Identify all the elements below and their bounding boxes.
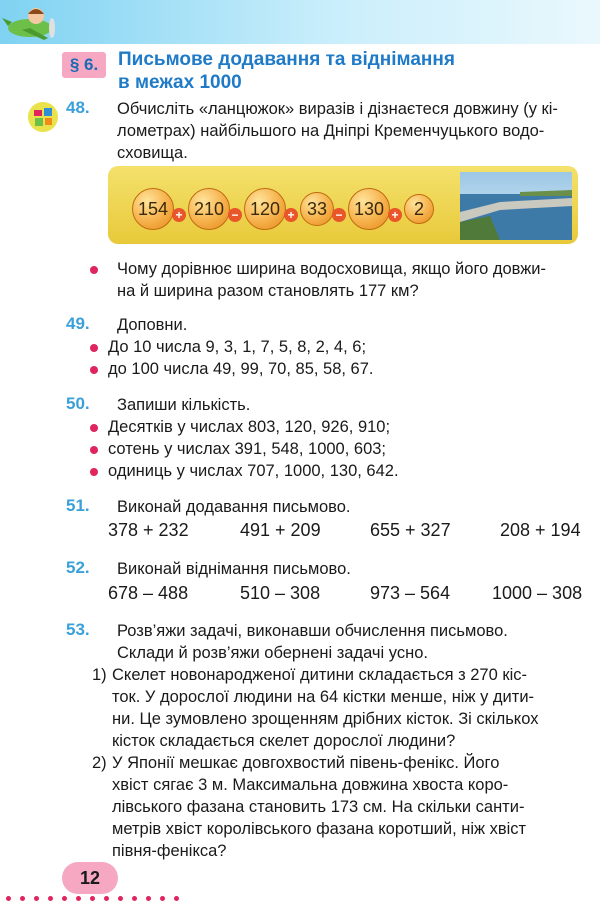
chain-number: 210: [188, 188, 230, 230]
task-50-heading: Запиши кількість.: [117, 396, 251, 414]
addition-expression: 491 + 209: [240, 520, 321, 540]
chain-number: 130: [348, 188, 390, 230]
chain-number: 33: [300, 192, 334, 226]
footer-dot: [118, 896, 123, 901]
task-51-number: 51.: [66, 496, 90, 515]
problem-1-line1: Скелет новонародженої дитини складається з 270 кіс-: [112, 666, 527, 684]
section-title: [118, 48, 558, 94]
addition-expression: 655 + 327: [370, 520, 451, 540]
task-48-question: [117, 258, 577, 302]
airplane-illustration: [0, 0, 70, 46]
chain-operator: +: [284, 208, 298, 222]
task-49-heading: Доповни.: [117, 316, 188, 334]
chain-number: 154: [132, 188, 174, 230]
task-48-line2: лометрах) найбільшого на Дніпрі Кременчуцького водо-: [117, 122, 545, 140]
bullet-dot: [90, 446, 98, 454]
footer-dot: [104, 896, 109, 901]
task-48-number: 48.: [66, 98, 90, 117]
addition-expression: 378 + 232: [108, 520, 189, 540]
task-49-number: 49.: [66, 314, 90, 333]
chain-operator: +: [172, 208, 186, 222]
header-band: [0, 0, 600, 44]
task-52-heading: Виконай віднімання письмово.: [117, 560, 351, 578]
chain-number: 120: [244, 188, 286, 230]
footer-dot: [174, 896, 179, 901]
task-51-heading: Виконай додавання письмово.: [117, 498, 351, 516]
section-badge: § 6.: [62, 52, 106, 78]
bullet-dot: [90, 424, 98, 432]
footer-dot: [6, 896, 11, 901]
section-title-line2: в межах 1000: [118, 72, 242, 93]
footer-dot: [146, 896, 151, 901]
task-53-line1: Розв’яжи задачі, виконавши обчислення письмово.: [117, 622, 508, 640]
problem-2-number: 2): [92, 754, 107, 772]
footer-dot: [132, 896, 137, 901]
chain-operator: −: [228, 208, 242, 222]
task-53-number: 53.: [66, 620, 90, 639]
puzzle-icon: [26, 100, 60, 134]
footer-dot: [62, 896, 67, 901]
problem-2-line2: хвіст сягає 3 м. Максимальна довжина хвоста коро-: [112, 776, 509, 794]
task-50-item1: Десятків у числах 803, 120, 926, 910;: [108, 418, 391, 436]
footer-dot: [76, 896, 81, 901]
problem-1-line4: кісток складається скелет дорослої людини?: [112, 732, 456, 750]
task-50-item3: одиниць у числах 707, 1000, 130, 642.: [108, 462, 399, 480]
footer-dot: [160, 896, 165, 901]
bullet-dot: [90, 266, 98, 274]
problem-1-number: 1): [92, 666, 107, 684]
task-48-line1: Обчисліть «ланцюжок» виразів і дізнаєтеся довжину (у кі-: [117, 100, 558, 118]
bullet-dot: [90, 366, 98, 374]
problem-1-text: [112, 664, 577, 752]
chain-operator: −: [332, 208, 346, 222]
problem-2-line4: метрів хвіст королівського фазана коротший, ніж хвіст: [112, 820, 527, 838]
subtraction-expression: 510 – 308: [240, 583, 321, 603]
section-title-line1: Письмове додавання та віднімання: [118, 49, 455, 70]
problem-2-line5: півня-фенікса?: [112, 842, 227, 860]
chain-operator: +: [388, 208, 402, 222]
task-48-text: [117, 98, 577, 164]
chain-number: 2: [404, 194, 434, 224]
task-49-item1: До 10 числа 9, 3, 1, 7, 5, 8, 2, 4, 6;: [108, 338, 367, 356]
problem-2-line3: лівського фазана становить 173 см. На скільки санти-: [112, 798, 525, 816]
addition-expression: 208 + 194: [500, 520, 581, 540]
footer-dot: [20, 896, 25, 901]
bullet-dot: [90, 468, 98, 476]
task-48-question-line1: Чому дорівнює ширина водосховища, якщо його довжи-: [117, 260, 546, 278]
subtraction-expression: 678 – 488: [108, 583, 189, 603]
task-53-intro: [117, 620, 577, 664]
task-50-number: 50.: [66, 394, 90, 413]
task-49-item2: до 100 числа 49, 99, 70, 85, 58, 67.: [108, 360, 374, 378]
bullet-dot: [90, 344, 98, 352]
task-52-number: 52.: [66, 558, 90, 577]
subtraction-expression: 1000 – 308: [492, 583, 583, 603]
footer-dot: [34, 896, 39, 901]
task-48-question-line2: на й ширина разом становлять 177 км?: [117, 282, 419, 300]
task-48-line3: сховища.: [117, 144, 188, 162]
problem-2-line1: У Японії мешкає довгохвостий півень-фенікс. Його: [112, 754, 500, 772]
footer-dot: [48, 896, 53, 901]
task-53-line2: Склади й розв’яжи обернені задачі усно.: [117, 644, 428, 662]
footer-dot: [90, 896, 95, 901]
problem-2-text: [112, 752, 577, 862]
reservoir-photo: [460, 172, 572, 240]
expression-chain: [108, 166, 578, 244]
task-50-item2: сотень у числах 391, 548, 1000, 603;: [108, 440, 387, 458]
page-number: 12: [79, 868, 101, 888]
problem-1-line3: ни. Це зумовлено зрощенням дрібних кісток. Зі скількох: [112, 710, 539, 728]
subtraction-expression: 973 – 564: [370, 583, 451, 603]
problem-1-line2: ток. У дорослої людини на 64 кістки менше, ніж у дити-: [112, 688, 535, 706]
